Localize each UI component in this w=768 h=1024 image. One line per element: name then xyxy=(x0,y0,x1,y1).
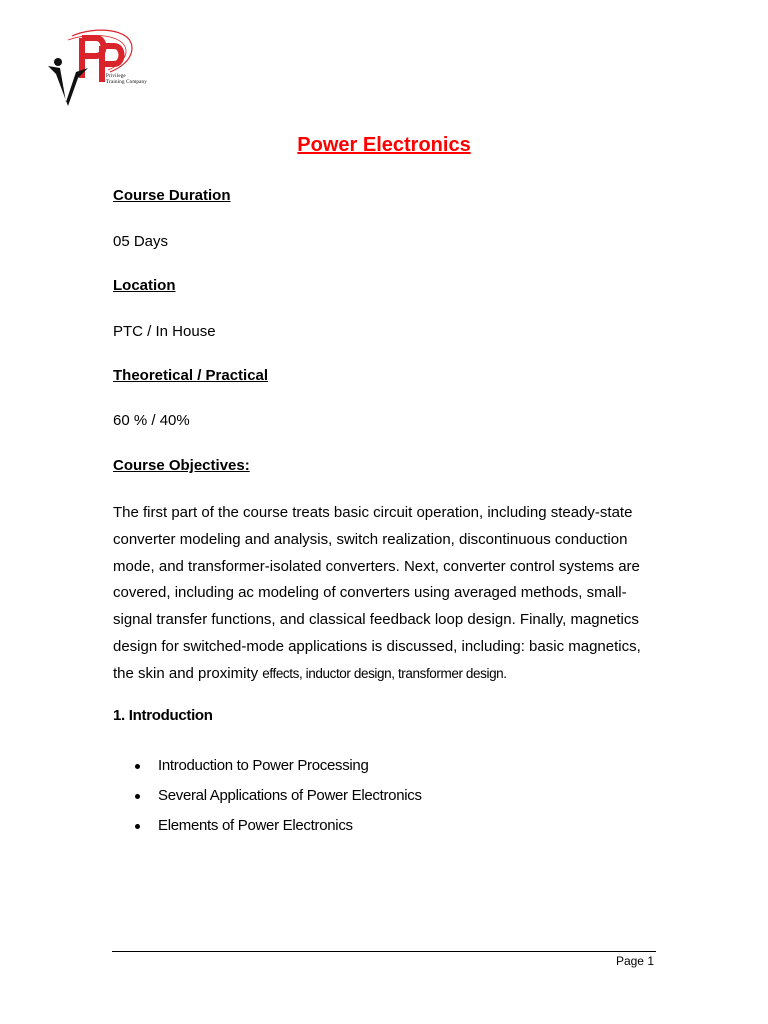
list-item-text: Several Applications of Power Electronics xyxy=(158,787,422,804)
course-duration-heading: Course Duration xyxy=(113,187,231,204)
course-objectives-heading: Course Objectives: xyxy=(113,457,250,474)
footer-divider xyxy=(112,951,656,952)
location-value: PTC / In House xyxy=(113,323,216,340)
theory-practice-value: 60 % / 40% xyxy=(113,412,190,429)
logo-company-name xyxy=(106,74,147,86)
course-objectives-text xyxy=(113,500,658,688)
course-duration-value: 05 Days xyxy=(113,233,169,250)
company-logo xyxy=(44,26,147,108)
list-item-text: Elements of Power Electronics xyxy=(158,817,353,834)
introduction-topic-list xyxy=(113,755,422,845)
logo-line-2: Training Company xyxy=(106,80,147,85)
list-item xyxy=(113,815,422,845)
theory-practice-heading: Theoretical / Practical xyxy=(113,367,269,384)
objectives-tail-text: effects, inductor design, transformer design. xyxy=(262,665,507,681)
list-item-text: Introduction to Power Processing xyxy=(158,757,369,774)
bullet-icon xyxy=(135,794,140,799)
bullet-icon xyxy=(135,824,140,829)
list-item xyxy=(113,785,422,815)
page-number: Page 1 xyxy=(615,954,654,968)
section-introduction-title: 1. Introduction xyxy=(113,707,213,724)
list-item xyxy=(113,755,422,785)
ptc-logo-icon xyxy=(44,26,138,108)
logo-line-1: Privilege xyxy=(106,74,126,79)
location-heading: Location xyxy=(113,277,176,294)
bullet-icon xyxy=(135,764,140,769)
document-title: Power Electronics xyxy=(297,134,471,156)
objectives-main-text: The first part of the course treats basic circuit operation, including steady-state converter modeling and analysis, switch realization, discontinuous conduction mode, and transformer-isolated converters. Next, converter control systems are covered, including ac modeling of converters using averaged methods, small-signal transfer functions, and classical feedback loop design. Finally, magnetics design for switched-mode applications is discussed, including: basic magnetics, the skin and proximity xyxy=(113,504,641,682)
